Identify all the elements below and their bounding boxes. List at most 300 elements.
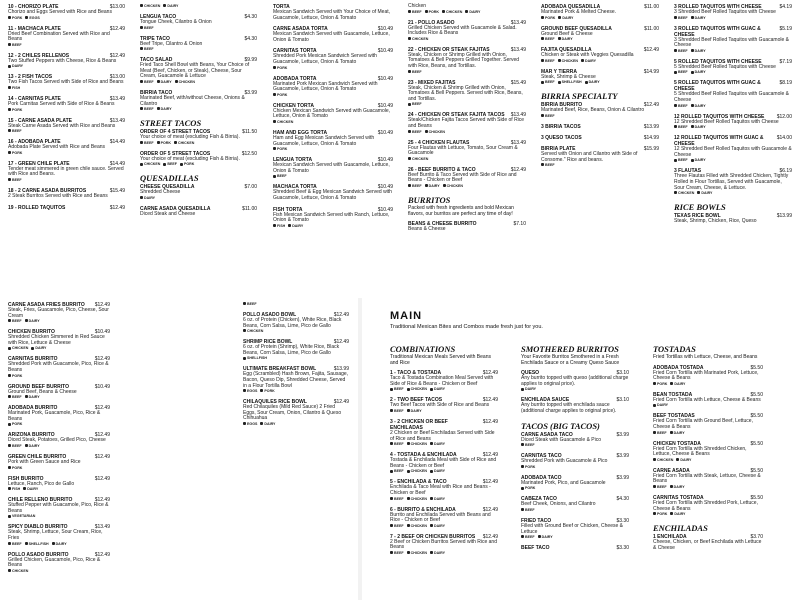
pork-tag-icon: PORK [157,141,171,146]
dairy-tag-icon: DAIRY [23,487,38,492]
beef-tag-icon: BEEF [273,174,287,179]
beef-tag-icon: BEEF [674,16,688,21]
chicken-tag-icon: CHICKEN [407,551,427,556]
menu-item [8,497,110,519]
item-name: BIRRIA TACO [140,89,173,96]
item-price: $13.49 [510,19,526,26]
menu-item [408,20,526,42]
fish-tag-icon: FISH [273,224,285,229]
item-tags [8,374,110,379]
item-name: SPICY DIABLO BURRITO [8,524,68,531]
dairy-tag-icon: DAIRY [430,524,445,529]
dairy-tag-icon: DAIRY [465,10,480,15]
item-name: ADOBADA QUESADILLA [541,4,601,10]
menu-column [8,4,125,216]
main-subtitle: Traditional Mexican Bites and Combos made fresh just for you. [390,324,543,330]
item-name: FAJITA QUESADILLA [541,47,592,54]
item-tags [140,4,257,9]
item-description: 5 Shredded Beef Rolled Taquitos with Cheese [674,63,776,70]
item-tags [243,389,349,394]
dairy-tag-icon: DAIRY [8,64,23,69]
menu-item [140,57,257,85]
pork-tag-icon: PORK [8,108,22,113]
dairy-tag-icon: DAIRY [52,542,67,547]
item-description: Tender meat simmered in green chile sauce. Served with Rice and Beans. [8,165,124,178]
item-name: POLLO ASADO BURRITO [8,551,69,558]
menu-item [8,205,125,211]
item-description: Steak, Shrimp & Cheese [541,73,596,80]
menu-item [521,496,629,513]
beef-tag-icon: BEEF [8,542,22,547]
item-description: Steak, Shrimp, Chicken, Rice, Queso [674,218,757,225]
dairy-tag-icon: DAIRY [260,422,275,427]
chicken-tag-icon: CHICKEN [273,120,293,125]
beef-tag-icon: BEEF [408,184,422,189]
menu-item [243,312,349,334]
item-description: Fish Mexican Sandwich Served with Ranch, Lettuce, Onion & Tomato [273,211,390,224]
menu-item [674,4,792,21]
dairy-tag-icon: DAIRY [670,431,685,436]
item-description: Dried Beef Combination Served with Rice and Beans [8,30,110,43]
menu-item [674,80,792,108]
menu-item [8,476,110,493]
menu-page-bottom-left [0,298,358,600]
chicken-tag-icon: CHICKEN [407,469,427,474]
menu-item [8,96,125,113]
item-description: Two Fish Tacos Served with Side of Rice and Beans [8,79,124,86]
beef-tag-icon: BEEF [8,43,22,48]
menu-item [8,432,110,449]
item-description: 3 Shredded Beef Rolled Taquitos with Cheese [674,9,776,15]
item-tags [390,551,498,556]
menu-item [653,413,763,435]
item-tags [243,302,349,307]
item-price: $9.99 [244,57,257,64]
chicken-tag-icon: CHICKEN [175,80,195,85]
item-tags [541,163,659,168]
item-description: Mexican Sandwich Served with Your Choice of Meat, Guacamole, Lettuce, Onion & Tomato [273,9,391,21]
beef-tag-icon: BEEF [163,162,177,167]
beef-tag-icon: BEEF [390,497,404,502]
item-name: TRIPE TACO [140,35,170,42]
item-description: Stuffed Pepper with Guacamole, Pico, Rice & Beans [8,502,109,514]
eggs-tag-icon: EGGS [243,422,257,427]
item-price: $7.10 [513,221,526,228]
menu-item [653,392,763,409]
menu-column [273,4,393,234]
menu-item [140,206,257,218]
item-tags [390,387,498,392]
section-subtitle: Fried Tortillas with Lettuce, Cheese, and Beans [653,354,758,360]
item-tags [541,37,659,42]
dairy-tag-icon: DAIRY [288,224,303,229]
item-description: Chicken or Steak with Veggies Quesadilla [541,52,634,59]
item-price: $15.99 [643,145,659,152]
pork-tag-icon: PORK [273,93,287,98]
chicken-tag-icon: CHICKEN [408,37,428,42]
item-name: FISH TORTA [273,206,303,213]
dairy-tag-icon: DAIRY [691,16,706,21]
item-name: 3 QUESO TACOS [541,134,582,141]
item-price: $12.49 [482,506,498,513]
item-description: Red Chilaquiles (Mild Red Sauce) 2 Fried Eggs, Sour Cream, Onion, Cilantro & Queso Chihuahua [243,404,342,422]
shellfish-tag-icon: SHELLFISH [25,542,49,547]
item-tags [8,43,125,48]
item-description: 6 oz. of Protein (Shrimp), White Rice, Black Beans, Corn Salsa, Lime, Pico de Gallo [243,344,340,356]
item-description: Fried Taco Shell Bowl with Beans, Your Choice of Meat (Beef, Chicken, or Steak), Cheese, Sour Cream, Guacamole & Lettuce [140,62,250,80]
dairy-tag-icon: DAIRY [25,395,40,400]
item-price: $12.49 [94,432,110,439]
item-price: $13.49 [94,524,110,531]
item-description: Shredded Cheese [140,189,181,196]
menu-item [273,103,393,125]
item-name: CHILAQUILES RICE BOWL [243,399,307,406]
item-description: Egg (Scrambled) Hash Brown, Fajita, Sausage, Bacon, Queso Dip, Shredded Cheese, Served in a Flour Tortilla Bowl [243,371,349,389]
item-price: $3.30 [616,517,629,524]
chicken-tag-icon: CHICKEN [558,59,578,64]
pork-tag-icon: PORK [180,162,194,167]
beef-tag-icon: BEEF [140,47,154,52]
item-tags [653,431,763,436]
item-name: ADOBADA TOSTADA [653,364,704,371]
item-description: Served with Onion and Cilantro with Side of Consome." Rice and beans. [541,150,638,163]
item-tags [8,129,125,134]
item-price: $12.49 [94,302,110,308]
item-description: Your choice of meat (excluding Fish & Birria). [140,155,240,162]
menu-page-top [0,0,800,298]
item-name: 26 - BEEF BURRITO & TACO [408,166,476,173]
item-name: ENCHILADA SAUCE [521,397,570,404]
dairy-tag-icon: DAIRY [25,444,40,449]
item-description: Lettuce, Ranch, Pico de Gallo [8,480,75,487]
item-tags [8,487,110,492]
item-description: 2 Steak Burritos Served with Rice and Beans [8,192,108,199]
section-title: SMOTHERED BURRITOS [521,344,619,354]
item-name: 3 BIRRIA TACOS [541,123,581,130]
item-description: Chicken Mexican Sandwich Served with Guacamole, Lettuce, Onion & Tomato [273,107,390,120]
beef-tag-icon: BEEF [8,444,22,449]
chicken-tag-icon: CHICKEN [425,130,445,135]
item-name: 13 - 2 FISH TACOS [8,74,53,81]
item-name: 10 - CHORIZO PLATE [8,4,59,10]
beef-tag-icon: BEEF [408,70,422,75]
dairy-tag-icon: DAIRY [670,512,685,517]
menu-item [521,518,629,540]
beef-tag-icon: BEEF [8,129,22,134]
menu-item [243,399,349,427]
item-tags [408,184,526,189]
item-description: 12 Shredded Beef Rolled Taquitos with Cheese [674,118,779,125]
chicken-tag-icon: CHICKEN [407,387,427,392]
item-price: $12.49 [643,47,659,54]
item-name: 3 ROLLED TAQUITOS WITH CHEESE [674,4,762,10]
item-name: 17 - GREEN CHILE PLATE [8,160,70,167]
item-tags [674,70,792,75]
chicken-tag-icon: CHICKEN [653,458,673,463]
item-tags [8,444,110,449]
item-description: Beef Tripe, Cilantro & Onion [140,40,203,47]
beef-tag-icon: BEEF [541,163,555,168]
item-tags [521,486,629,491]
item-price: $12.49 [482,418,498,425]
item-price: $12.49 [333,339,349,346]
item-tags [408,10,526,15]
dairy-tag-icon: DAIRY [430,551,445,556]
item-tags [8,151,125,156]
item-description: Shredded Pork with Guacamole, Pico, Rice & Beans [8,361,109,373]
menu-item [390,370,498,392]
item-name: 11 - MACHACA PLATE [8,25,61,32]
menu-item [243,339,349,361]
item-price: $12.49 [482,452,498,459]
item-tags [390,442,498,447]
beef-tag-icon: BEEF [390,551,404,556]
beef-tag-icon: BEEF [8,395,22,400]
item-name: LENGUA TORTA [273,157,313,164]
item-description: Steak, Shrimp, Lettuce, Sour Cream, Rice, Fries [8,529,103,541]
item-price: $12.49 [482,479,498,486]
item-tags [140,141,257,146]
section-subtitle: Your Favorite Burritos Smothered in a Fresh Enchilada Sauce or a Creamy Queso Sauce [521,354,620,366]
item-name: 22 - CHICKEN OR STEAK FAJITAS [408,46,490,53]
item-description: Fried Corn Tortilla with Marinated Pork, Lettuce, Cheese & Beans [653,369,759,382]
item-price: $13.49 [510,112,526,119]
item-price: $13.99 [776,213,792,220]
item-description: Shredded Pork Mexican Sandwich Served with Guacamole, Lettuce, Onion & Tomato [273,53,377,65]
dairy-tag-icon: DAIRY [691,70,706,75]
beef-tag-icon: BEEF [674,125,688,130]
menu-item [408,80,526,108]
item-tags [521,443,629,448]
item-price: $15.49 [510,79,526,86]
menu-item [8,524,110,546]
menu-item [140,184,257,201]
item-tags [8,514,110,519]
menu-item [521,397,629,414]
item-price: $5.50 [750,413,763,420]
item-tags [8,16,125,21]
item-description: Marinated Pork & Melted Cheese. [541,9,617,15]
item-name: 3 - 2 CHICKEN OR BEEF ENCHILADAS [390,418,448,431]
menu-item [8,302,110,324]
dairy-tag-icon: DAIRY [430,387,445,392]
pork-tag-icon: PORK [260,389,274,394]
pork-tag-icon: PORK [653,512,667,517]
beef-tag-icon: BEEF [674,104,688,109]
dairy-tag-icon: DAIRY [691,104,706,109]
menu-item [653,495,763,517]
item-description: Adobada Plate Served with Rice and Beans [8,144,106,151]
item-price: $13.49 [510,139,526,146]
item-name: BIRRIA PLATE [541,145,576,152]
beef-tag-icon: BEEF [408,130,422,135]
item-name: 25 - 4 CHICKEN FLAUTAS [408,139,470,146]
item-price: $4.30 [616,496,629,503]
item-tags [8,64,125,69]
main-title: MAIN [390,310,423,322]
menu-item [273,207,393,229]
item-description: Marinated Pork, Guacamole, Pico, Rice & Beans [8,410,101,422]
item-price: $12.49 [109,52,125,59]
menu-item [390,534,498,556]
item-price: $3.30 [616,545,629,552]
item-tags [521,387,629,392]
item-description: Diced Steak, Potatoes, Grilled Pico, Cheese [8,437,106,444]
dairy-tag-icon: DAIRY [157,107,172,112]
beef-tag-icon: BEEF [390,524,404,529]
item-description: Steak, Chicken or Shrimp Grilled with Onion, Tomatoes & Bell Peppers Grilled Together. Served with Rice, Beans, and Tortillas. [408,51,520,69]
item-description: Chorizo and Eggs Served with Rice and Beans [8,9,112,15]
item-name: 1 - TACO & TOSTADA [390,370,442,377]
menu-item [140,4,257,9]
beef-tag-icon: BEEF [674,49,688,54]
item-name: 12 ROLLED TAQUITOS WITH CHEESE [674,113,765,120]
item-name: BEEF TACO [521,545,550,552]
item-description: Tostada & Enchilada Meal with Side of Rice and Beans - Chicken or Beef [390,457,497,469]
item-tags [541,16,659,21]
menu-column [521,338,629,556]
item-name: 19 - ROLLED TAQUITOS [8,204,66,211]
item-name: BEEF TOSTADAS [653,413,695,420]
item-name: 16 - ADOBADA PLATE [8,139,61,146]
menu-item [541,146,659,168]
dairy-tag-icon: DAIRY [697,191,712,196]
section-title: STREET TACOS [140,118,202,129]
menu-item [521,370,629,392]
item-description: Fried Corn Tortilla with Shredded Pork, Lettuce, Cheese & Beans [653,499,758,512]
menu-column [243,302,349,432]
item-name: CARNITAS TORTA [273,48,317,55]
item-price: $13.99 [643,123,659,130]
menu-item [653,365,763,387]
item-description: Four Flautas with Lettuce, Tomato, Sour Cream & Guacamole [408,144,518,157]
item-description: Diced Steak with Guacamole & Pico [521,436,602,443]
item-description: Any burrito topped with queso (additional charge applies to original price). [521,375,629,387]
item-name: ORDER OF 4 STREET TACOS [140,129,211,136]
item-price: $12.49 [94,497,110,504]
item-price: $10.49 [94,329,110,336]
item-name: MAR Y TIERRA [541,68,577,75]
item-price: $11.50 [242,129,257,136]
item-tags [408,157,526,162]
vegetarian-tag-icon: VEGETARIAN [8,514,35,519]
item-description: Shredded Beef & Egg Mexican Sandwich Served with Guacamole, Lettuce, Onion & Tomato [273,189,392,201]
item-tags [8,108,125,113]
item-price: $13.00 [109,74,125,81]
item-description: Ham and Egg Mexican Sandwich Served with Guacamole, Lettuce, Onion & Tomato [273,134,375,147]
item-name: GREEN CHILE BURRITO [8,453,67,460]
item-price: $3.10 [616,370,629,377]
item-price: $12.49 [109,204,125,211]
item-description: Enchilada & Taco Meal with Rice and Beans - Chicken or Beef [390,484,491,496]
beef-tag-icon: BEEF [140,107,154,112]
beef-tag-icon: BEEF [541,37,555,42]
menu-item [521,432,629,449]
item-price: $12.49 [482,397,498,404]
item-price: $11.00 [644,4,659,10]
menu-item [8,405,110,427]
dairy-tag-icon: DAIRY [31,346,46,351]
menu-item [8,53,125,70]
pork-tag-icon: PORK [273,66,287,71]
dairy-tag-icon: DAIRY [163,4,178,9]
item-name: LENGUA TACO [140,14,177,20]
item-tags [390,524,498,529]
dairy-tag-icon: DAIRY [676,458,691,463]
item-price: $12.49 [333,312,349,318]
beef-tag-icon: BEEF [653,485,667,490]
chicken-tag-icon: CHICKEN [674,191,694,196]
dairy-tag-icon: DAIRY [425,184,440,189]
item-tags [390,409,498,414]
item-name: ULTIMATE BREAKFAST BOWL [243,366,317,373]
item-price: $4.19 [779,4,792,10]
menu-column [8,302,110,579]
item-tags [273,147,393,152]
item-name: 12 - 2 CHILES RELLENOS [8,52,70,59]
menu-item [273,26,393,43]
item-price: $12.49 [333,399,349,406]
pork-tag-icon: PORK [425,10,439,15]
menu-item [243,366,349,394]
item-price: $13.49 [510,46,526,53]
item-name: CHILE RELLENO BURRITO [8,497,73,504]
item-tags [521,465,629,470]
item-price: $7.00 [244,184,257,191]
item-description: Grilled Chicken Served with Guacamole & Salad. Includes Rice & Beans [408,24,517,37]
menu-item [8,384,110,401]
section-subtitle: Traditional Mexican Meals Served with Beans and Rice [390,354,491,366]
item-name: ARIZONA BURRITO [8,432,55,439]
chicken-tag-icon: CHICKEN [174,141,194,146]
item-name: CARNE ASADA FRIES BURRITO [8,302,85,308]
beef-tag-icon: BEEF [541,59,555,64]
item-description: Marinated Pork, Pico, and Guacamole [521,479,606,486]
item-name: GROUND BEEF BURRITO [8,383,70,390]
menu-item [390,397,498,414]
menu-item [408,47,526,75]
pork-tag-icon: PORK [521,465,535,470]
item-price: $12.00 [776,113,792,120]
item-name: 5 ROLLED TAQUITOS WITH GUAC & CHEESE [674,80,761,93]
menu-item [408,140,526,162]
section-title: TOSTADAS [653,344,696,354]
beef-tag-icon: BEEF [390,387,404,392]
pork-tag-icon: PORK [8,16,22,21]
section-title: RICE BOWLS [674,202,726,213]
item-price: $12.49 [94,453,110,460]
dairy-tag-icon: DAIRY [581,59,596,64]
chicken-tag-icon: CHICKEN [407,524,427,529]
menu-column [674,4,792,230]
item-description: Diced Steak and Cheese [140,210,196,217]
dairy-tag-icon: DAIRY [538,535,553,540]
section-title: QUESADILLAS [140,173,199,184]
dairy-tag-icon: DAIRY [140,196,155,201]
chicken-tag-icon: CHICKEN [8,569,28,574]
menu-item [140,90,257,112]
menu-item [541,47,659,64]
menu-item [8,329,110,351]
menu-item [674,213,792,225]
item-tags [521,535,629,540]
item-tags [140,196,257,201]
beef-tag-icon: BEEF [541,80,555,85]
item-description: Pork with Green Sauce and Rice [8,458,81,465]
shellfish-tag-icon: SHELLFISH [558,80,582,85]
item-price: $10.49 [377,26,393,33]
beef-tag-icon: BEEF [674,70,688,75]
